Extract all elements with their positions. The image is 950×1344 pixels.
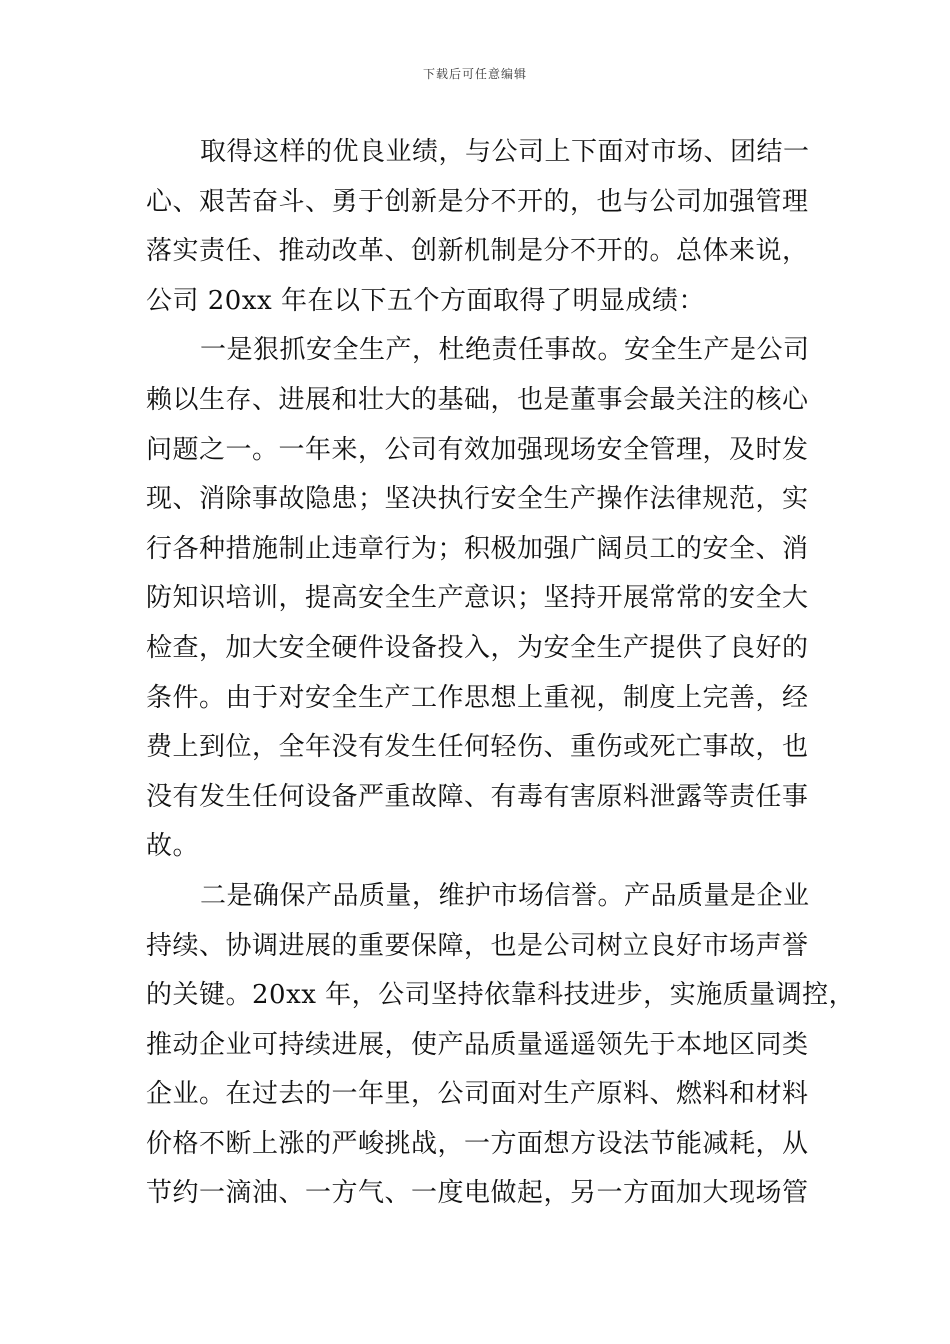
paragraph-3-line-3: 的关键。20xx 年，公司坚持依靠科技进步，实施质量调控， [146, 980, 856, 1011]
paragraph-1-line-1: 取得这样的优良业绩，与公司上下面对市场、团结一 [200, 137, 810, 167]
paragraph-2-line-4: 现、消除事故隐患；坚决执行安全生产操作法律规范，实 [146, 484, 809, 515]
paragraph-2-line-9: 费上到位，全年没有发生任何轻伤、重伤或死亡事故，也 [146, 732, 809, 763]
paragraph-3-line-2: 持续、协调进展的重要保障，也是公司树立良好市场声誉 [146, 930, 809, 961]
paragraph-1-line-4: 公司 20xx 年在以下五个方面取得了明显成绩： [146, 285, 705, 316]
paragraph-3-line-5: 企业。在过去的一年里，公司面对生产原料、燃料和材料 [146, 1079, 809, 1110]
paragraph-2-line-3: 问题之一。一年来，公司有效加强现场安全管理，及时发 [146, 434, 809, 465]
paragraph-2-line-8: 条件。由于对安全生产工作思想上重视，制度上完善，经 [146, 682, 809, 713]
paragraph-3-line-1: 二是确保产品质量，维护市场信誉。产品质量是企业 [200, 880, 810, 911]
paragraph-2-line-1: 一是狠抓安全生产，杜绝责任事故。安全生产是公司 [200, 335, 810, 366]
paragraph-1-line-2: 心、艰苦奋斗、勇于创新是分不开的，也与公司加强管理 [146, 186, 809, 217]
document-body [146, 128, 856, 1219]
paragraph-3-line-4: 推动企业可持续进展，使产品质量遥遥领先于本地区同类 [146, 1029, 809, 1060]
paragraph-2-line-2: 赖以生存、进展和壮大的基础，也是董事会最关注的核心 [146, 384, 809, 415]
paragraph-3-line-6: 价格不断上涨的严峻挑战，一方面想方设法节能减耗，从 [146, 1128, 809, 1159]
paragraph-2-line-5: 行各种措施制止违章行为；积极加强广阔员工的安全、消 [146, 533, 809, 564]
paragraph-2-line-10: 没有发生任何设备严重故障、有毒有害原料泄露等责任事 [146, 781, 809, 812]
page-header: 下载后可任意编辑 [422, 67, 527, 81]
paragraph-2-line-6: 防知识培训，提高安全生产意识；坚持开展常常的安全大 [146, 583, 809, 614]
paragraph-2-line-11: 故。 [146, 831, 200, 862]
paragraph-2-line-7: 检查，加大安全硬件设备投入，为安全生产提供了良好的 [146, 632, 809, 663]
paragraph-1-line-3: 落实责任、推动改革、创新机制是分不开的。总体来说， [146, 236, 809, 267]
paragraph-3-line-7: 节约一滴油、一方气、一度电做起，另一方面加大现场管 [146, 1178, 809, 1209]
